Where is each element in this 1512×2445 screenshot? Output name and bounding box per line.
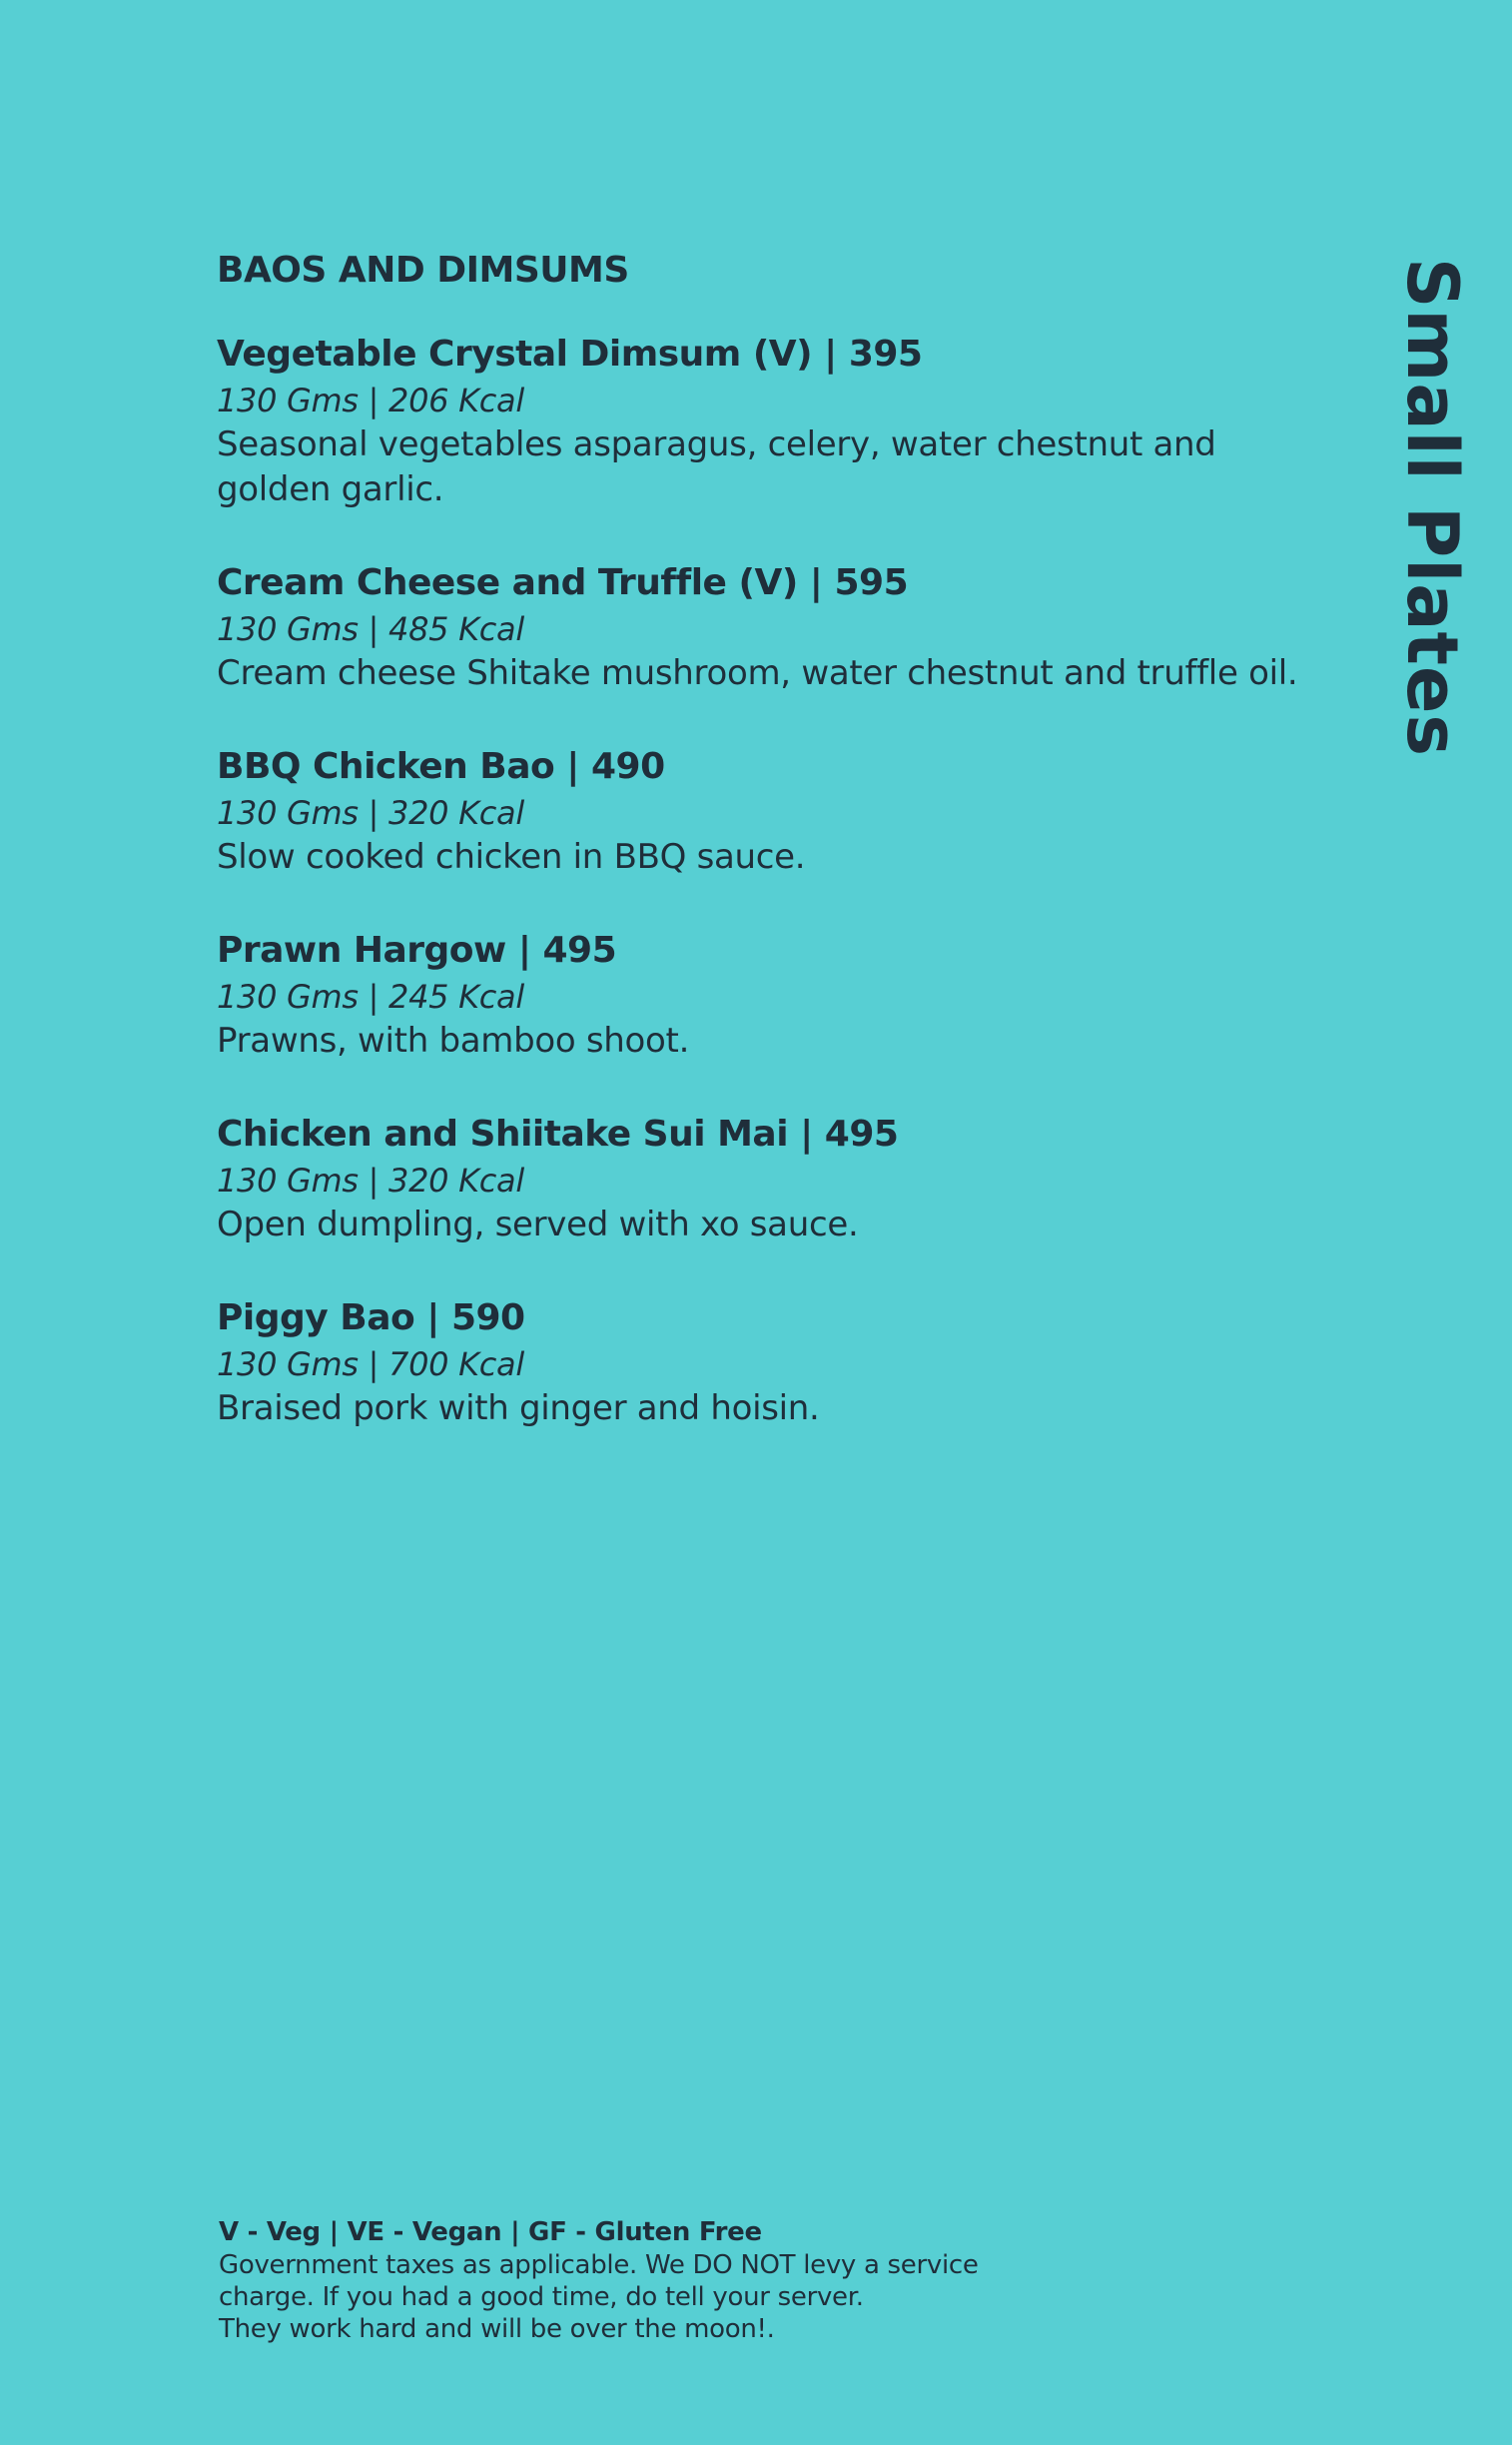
item-title: Vegetable Crystal Dimsum (V) | 395	[217, 334, 923, 375]
item-description-line: Slow cooked chicken in BBQ sauce.	[217, 837, 806, 877]
item-description-line: golden garlic.	[217, 469, 444, 509]
item-title: Piggy Bao | 590	[217, 1297, 525, 1338]
footer-note-line: charge. If you had a good time, do tell your server.	[219, 2282, 864, 2312]
item-description-line: Seasonal vegetables asparagus, celery, water chestnut and	[217, 424, 1216, 464]
item-weight-calories: 130 Gms | 320 Kcal	[217, 1162, 524, 1200]
item-weight-calories: 130 Gms | 700 Kcal	[217, 1345, 524, 1383]
item-title: Cream Cheese and Truffle (V) | 595	[217, 562, 909, 603]
menu-item	[217, 559, 1345, 696]
item-weight-calories: 130 Gms | 320 Kcal	[217, 794, 524, 832]
item-description-line: Cream cheese Shitake mushroom, water chestnut and truffle oil.	[217, 653, 1298, 693]
item-weight-calories: 130 Gms | 245 Kcal	[217, 978, 524, 1016]
menu-footer	[219, 2216, 1118, 2345]
footer-note-line: Government taxes as applicable. We DO NOT levy a service	[219, 2250, 979, 2280]
item-description-line: Open dumpling, served with xo sauce.	[217, 1205, 859, 1244]
menu-item-list	[217, 331, 1345, 1431]
page-category-title: Small Plates	[1391, 258, 1473, 758]
menu-item	[217, 927, 1345, 1064]
footer-note-line: They work hard and will be over the moon!.	[219, 2314, 775, 2344]
menu-item	[217, 743, 1345, 880]
dietary-legend: V - Veg | VE - Vegan | GF - Gluten Free	[219, 2217, 762, 2247]
section-heading: BAOS AND DIMSUMS	[217, 250, 629, 291]
item-title: BBQ Chicken Bao | 490	[217, 746, 665, 787]
item-title: Chicken and Shiitake Sui Mai | 495	[217, 1114, 899, 1155]
menu-item	[217, 331, 1345, 512]
item-weight-calories: 130 Gms | 206 Kcal	[217, 382, 524, 419]
menu-content	[217, 245, 1345, 1478]
menu-item	[217, 1111, 1345, 1247]
menu-item	[217, 1294, 1345, 1431]
item-title: Prawn Hargow | 495	[217, 930, 617, 971]
item-weight-calories: 130 Gms | 485 Kcal	[217, 610, 524, 648]
item-description-line: Prawns, with bamboo shoot.	[217, 1021, 690, 1061]
item-description-line: Braised pork with ginger and hoisin.	[217, 1388, 820, 1428]
